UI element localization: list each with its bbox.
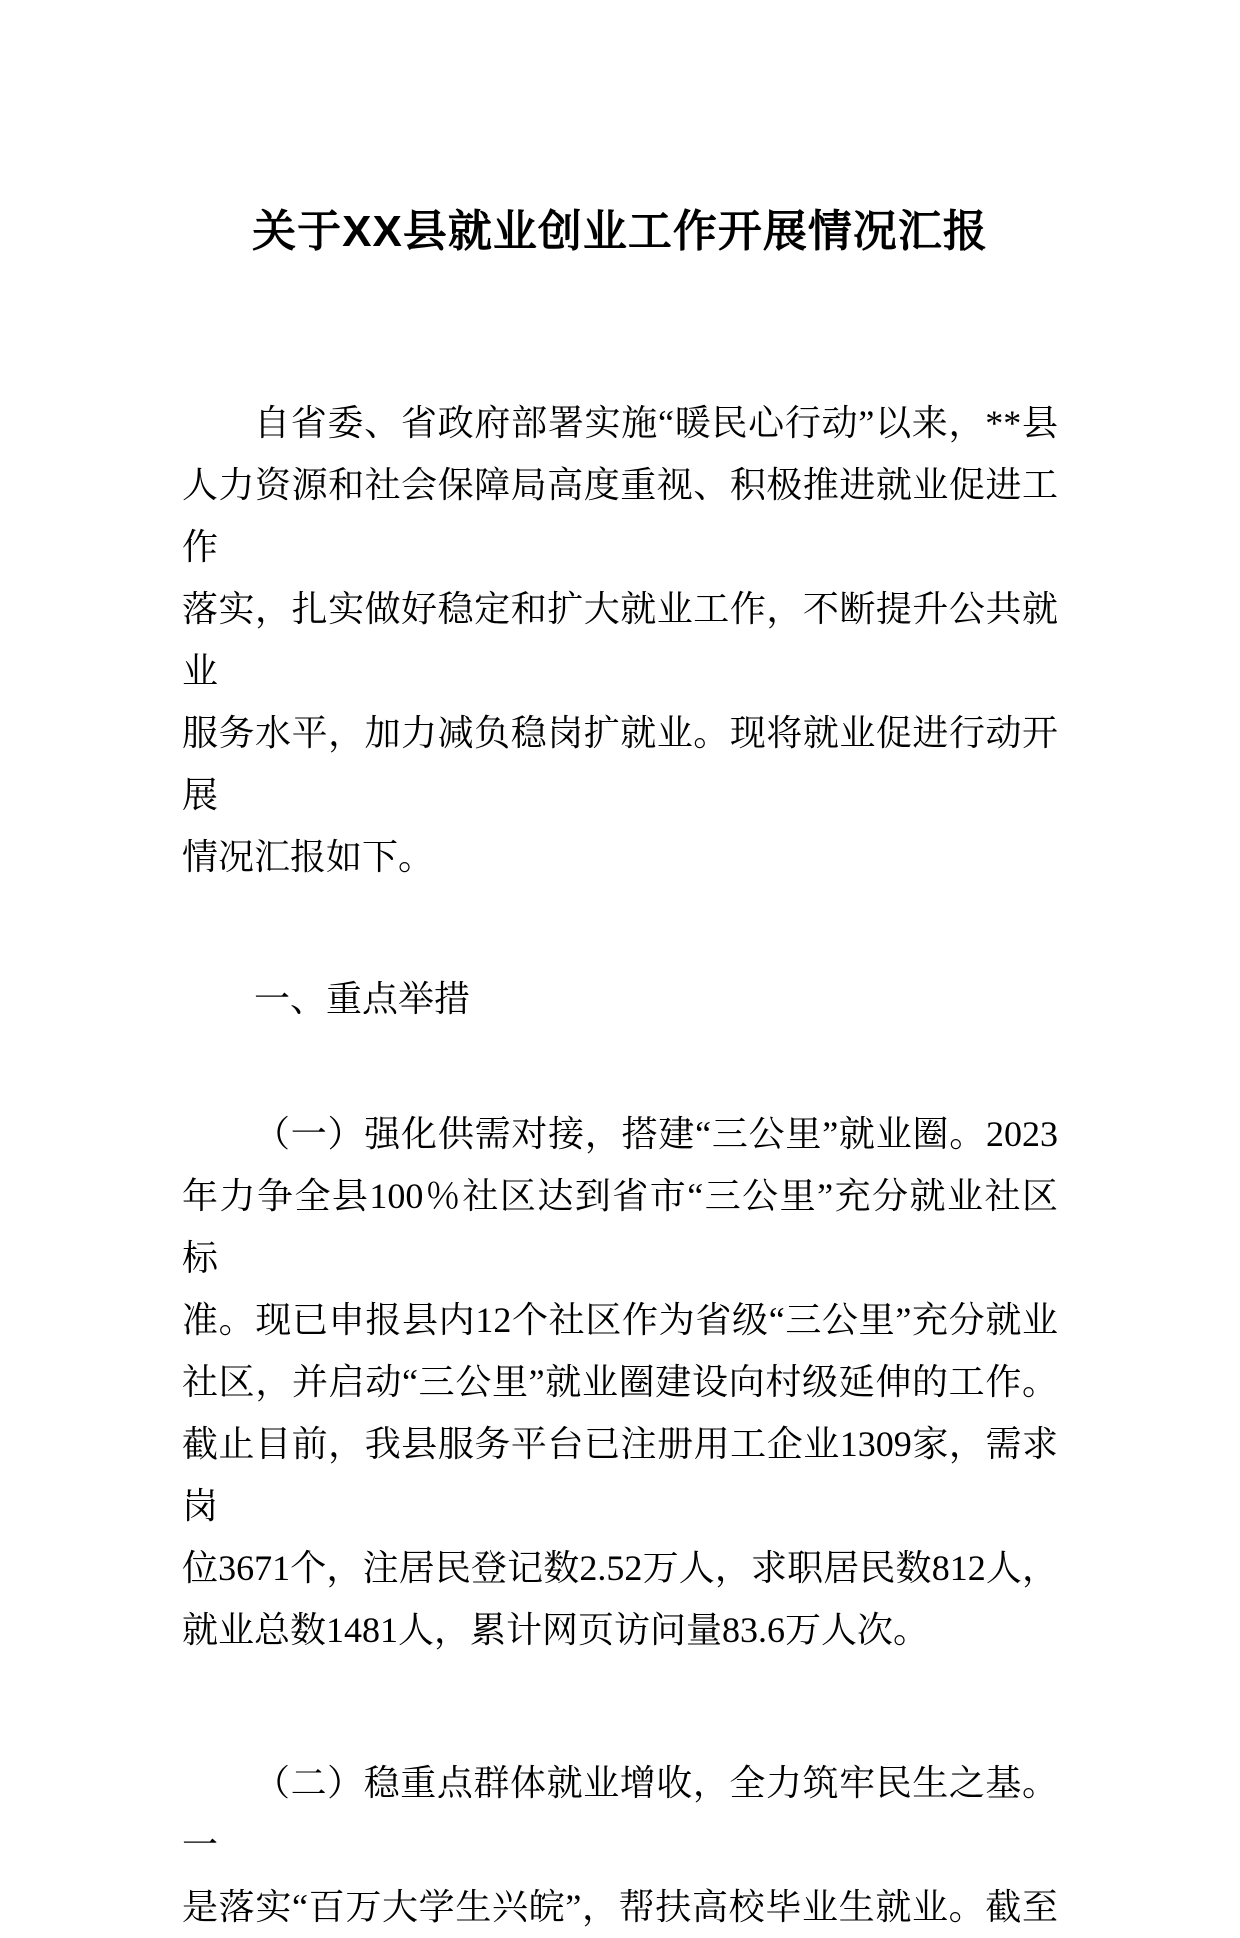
paragraph-intro [182,392,1058,888]
text-line: 就业总数1481人，累计网页访问量83.6万人次。 [182,1610,930,1650]
paragraph-item-1 [182,1103,1058,1661]
text-line: 情况汇报如下。 [182,837,435,877]
text-line: （一）强化供需对接，搭建“三公里”就业圈。2023 [254,1114,1058,1154]
text-line: 截止目前，我县服务平台已注册用工企业1309家，需求岗 [182,1424,1058,1526]
text-line: 年力争全县100％社区达到省市“三公里”充分就业社区标 [182,1176,1058,1278]
text-line: 是落实“百万大学生兴皖”，帮扶高校毕业生就业。截至 [182,1887,1058,1927]
text-line: 自省委、省政府部署实施“暖民心行动”以来，**县 [254,403,1058,443]
section-heading: 一、重点举措 [254,979,471,1019]
text-line: （二）稳重点群体就业增收，全力筑牢民生之基。一 [182,1763,1058,1865]
text-line: 位3671个，注居民登记数2.52万人，求职居民数812人， [182,1548,1058,1588]
text-line: 人力资源和社会保障局高度重视、积极推进就业促进工作 [182,465,1058,567]
paragraph-item-2 [182,1752,1058,1938]
text-line: 服务水平，加力减负稳岗扩就业。现将就业促进行动开展 [182,713,1058,815]
document-title: 关于XX县就业创业工作开展情况汇报 [252,207,988,256]
text-line: 准。现已申报县内12个社区作为省级“三公里”充分就业 [182,1300,1058,1340]
text-line: 社区，并启动“三公里”就业圈建设向村级延伸的工作。 [182,1362,1058,1402]
text-line: 落实，扎实做好稳定和扩大就业工作，不断提升公共就业 [182,589,1058,691]
